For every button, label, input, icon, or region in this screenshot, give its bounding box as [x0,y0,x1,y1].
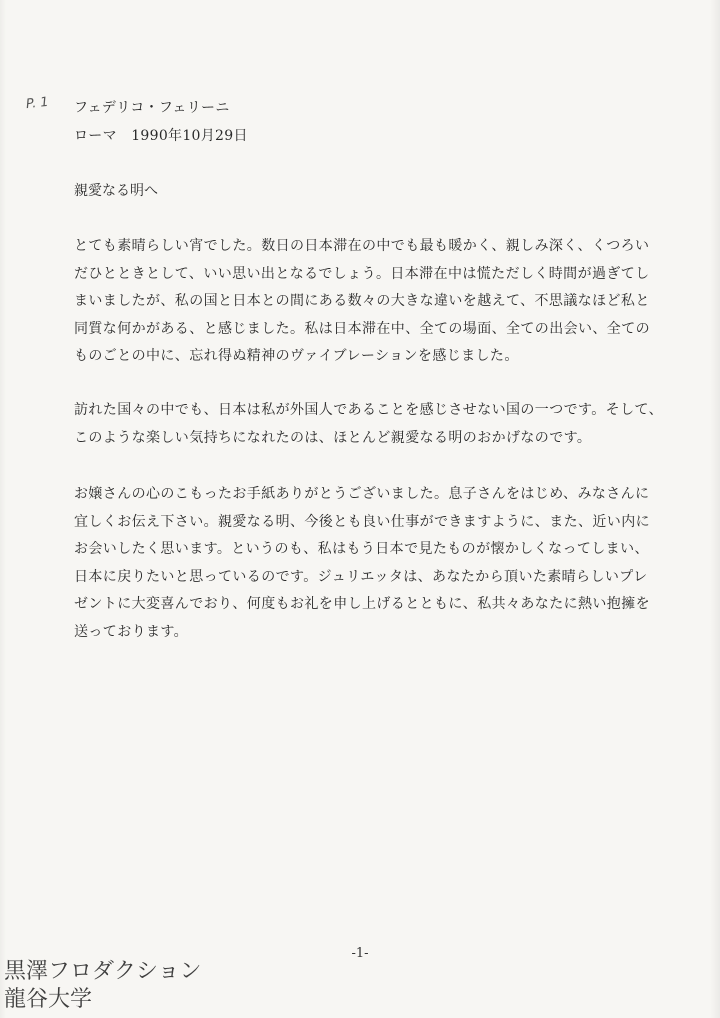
salutation: 親愛なる明へ [74,183,158,199]
page-number: -1- [351,946,369,961]
text-line: とても素晴らしい宵でした。数日の日本滞在の中でも最も暖かく、親しみ深く、くつろい [74,238,650,254]
text-line: このような楽しい気持ちになれたのは、ほとんど親愛なる明のおかげなのです。 [74,429,592,446]
text-line: ものごとの中に、忘れ得ぬ精神のヴァイブレーションを感じました。 [74,348,519,364]
text-line: ゼントに大変喜んでおり、何度もお礼を申し上げるとともに、私共々あなたに熱い抱擁を [74,596,650,612]
text-line: 同質な何かがある、と感じました。私は日本滞在中、全ての場面、全ての出会い、全ての [74,320,650,337]
text-line: 日本に戻りたいと思っているのです。ジュリエッタは、あなたから頂いた素晴らしいプレ [74,568,648,585]
letter-paragraph-2 [74,397,663,452]
text-line: まいましたが、私の国と日本との間にある数々の大きな違いを越えて、不思議なほど私と [74,293,650,309]
letter-paragraph-3 [74,481,650,646]
letter-paragraph-1 [74,233,650,371]
text-line: お会いしたく思います。というのも、私はもう日本で見たものが懐かしくなってしまい、 [74,541,649,557]
watermark-line-2: 龍谷大学 [4,987,93,1012]
text-line: 訪れた国々の中でも、日本は私が外国人であることを感じさせない国の一つです。そして、 [74,402,663,418]
sender-name: フェデリコ・フェリーニ [74,100,230,116]
handwritten-page-annotation: P. 1 [25,94,50,113]
place-date: ローマ 1990年10月29日 [74,128,248,144]
watermark-line-1: 黒澤フロダクション [4,959,202,984]
text-line: 送っております。 [74,623,189,640]
text-line: 宜しくお伝え下さい。親愛なる明、今後とも良い仕事ができますように、また、近い内に [74,513,650,530]
text-line: お嬢さんの心のこもったお手紙ありがとうございました。息子さんをはじめ、みなさんに [74,486,650,502]
text-line: だひとときとして、いい思い出となるでしょう。日本滞在中は慌ただしく時間が過ぎてし [74,265,650,282]
watermark [4,958,202,1014]
